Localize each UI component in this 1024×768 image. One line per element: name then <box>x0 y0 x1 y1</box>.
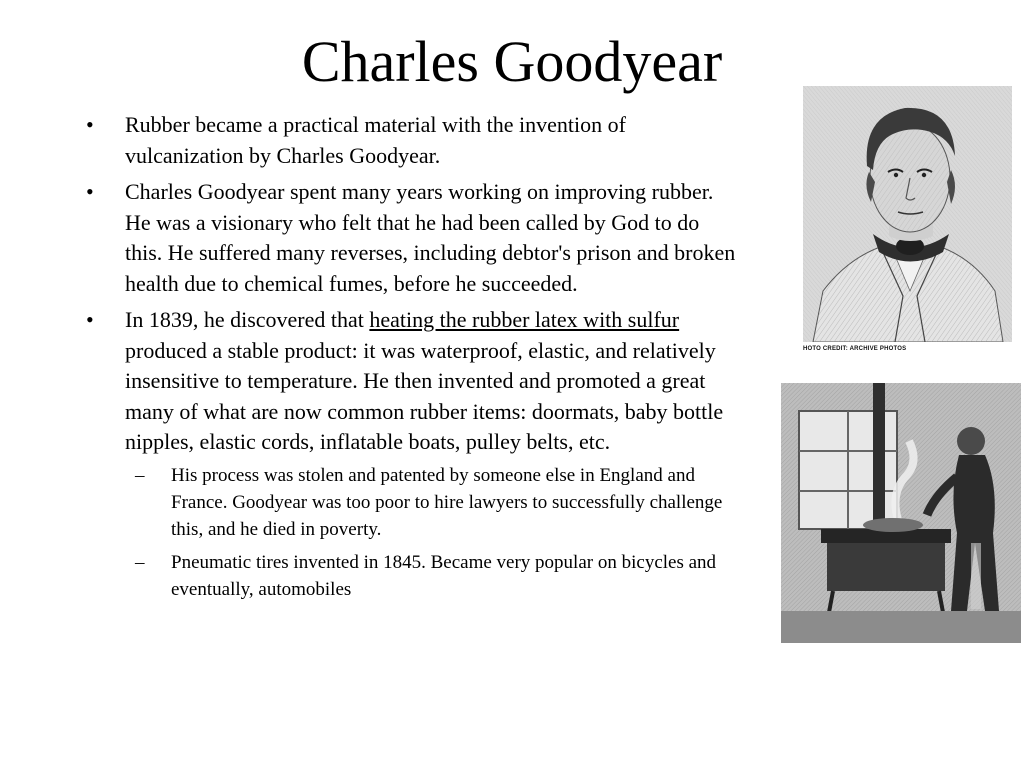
bullet-marker: • <box>86 179 94 204</box>
bullet-list <box>86 110 740 609</box>
sub-bullet-text: Pneumatic tires invented in 1845. Became very popular on bicycles and eventually, automobiles <box>171 551 717 600</box>
sub-bullet-list <box>125 462 740 603</box>
photo-credit: HOTO CREDIT: ARCHIVE PHOTOS <box>803 346 907 352</box>
slide-title: Charles Goodyear <box>301 29 723 94</box>
bullet-item <box>86 305 740 603</box>
stove-experiment-engraving-icon <box>781 383 1021 643</box>
bullet-text-after: produced a stable product: it was waterproof, elastic, and relatively insensitive to temperature. He then invented and promoted a great many of what are now common rubber items: doormats, baby bottle nipples, elastic cords, inflatable boats, pulley belts, etc. <box>125 337 724 454</box>
bullet-item <box>86 177 740 299</box>
bullet-text: Rubber became a practical material with the invention of vulcanization by Charles Goodyear. <box>125 112 626 168</box>
sub-bullet-item <box>125 462 740 543</box>
engraved-portrait-icon <box>803 86 1012 342</box>
portrait-image <box>803 86 1012 352</box>
underlined-phrase: heating the rubber latex with sulfur <box>369 307 680 332</box>
bullet-item <box>86 110 740 171</box>
stove-scene-image <box>781 383 1021 643</box>
sub-bullet-text: His process was stolen and patented by someone else in England and France. Goodyear was too poor to hire lawyers to successfully challenge this, and he died in poverty. <box>171 464 723 540</box>
sub-bullet-marker: – <box>135 464 145 486</box>
sub-bullet-item <box>125 549 740 603</box>
bullet-marker: • <box>86 112 94 137</box>
sub-bullet-marker: – <box>135 551 145 573</box>
bullet-text <box>125 307 723 454</box>
bullet-text: Charles Goodyear spent many years working on improving rubber. He was a visionary who felt that he had been called by God to do this. He suffered many reverses, including debtor's prison and broken health due to chemical fumes, before he succeeded. <box>125 179 736 296</box>
bullet-text-before: In 1839, he discovered that <box>125 307 370 332</box>
bullet-marker: • <box>86 307 94 332</box>
